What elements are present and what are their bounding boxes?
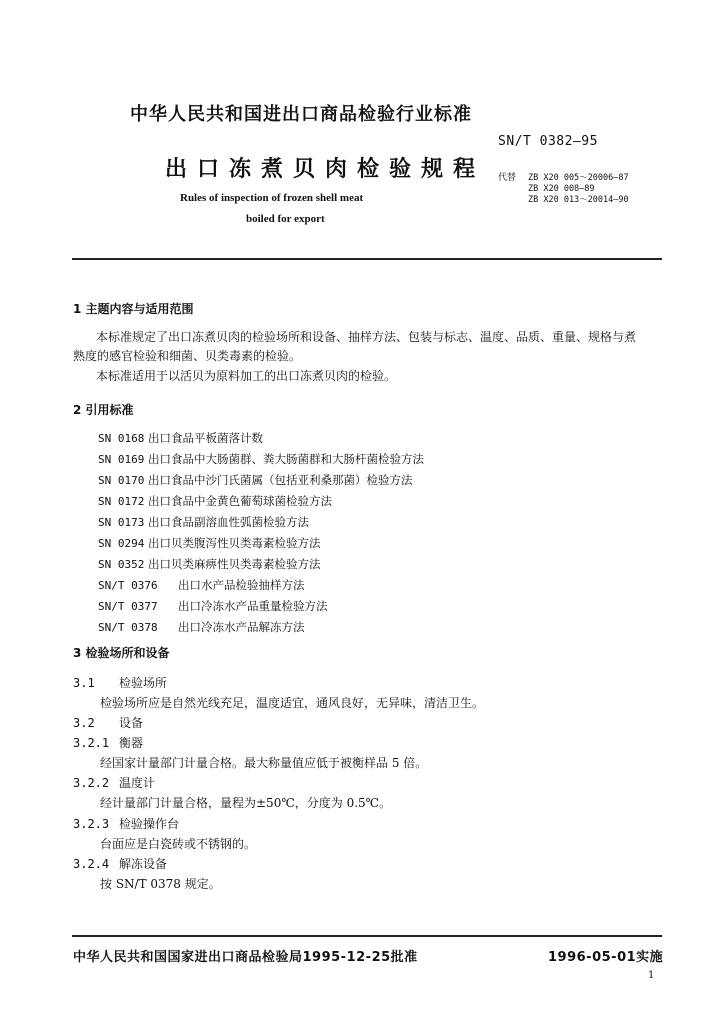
reference-code: SN/T 0376: [98, 579, 158, 592]
subsection-3-2-1-text: 经国家计量部门计量合格。最大称量值应低于被衡样品 5 倍。: [100, 756, 428, 770]
section-1-para1-line1: 本标准规定了出口冻煮贝肉的检验场所和设备、抽样方法、包装与标志、温度、品质、重量、规格与煮: [96, 330, 637, 344]
reference-title: 出口贝类腹泻性贝类毒素检验方法: [148, 536, 321, 550]
reference-title: 出口贝类麻痹性贝类毒素检验方法: [148, 557, 321, 571]
replaces-item: ZB X20 005～20006—87: [528, 173, 629, 183]
document-title-en-line1: Rules of inspection of frozen shell meat: [180, 192, 364, 204]
replaces-item: ZB X20 008—89: [528, 184, 595, 194]
subsection-title: 温度计: [119, 776, 156, 790]
subsection-3-2-2-text: 经计量部门计量合格，量程为±50℃，分度为 0.5℃。: [100, 796, 392, 810]
reference-code: SN 0173: [98, 516, 145, 529]
reference-title: 出口冷冻水产品重量检验方法: [178, 599, 328, 613]
reference-code: SN 0294: [98, 537, 145, 550]
section-2-heading: 2 引用标准: [73, 403, 134, 417]
subsection-3-2-3-text: 台面应是白瓷砖或不锈钢的。: [100, 837, 257, 851]
subsection-number: 3.2.4: [73, 857, 110, 871]
subsection-number: 3.1: [73, 676, 95, 690]
reference-title: 出口食品中金黄色葡萄球菌检验方法: [148, 494, 332, 508]
footer-divider: [72, 935, 662, 937]
reference-item: [98, 430, 263, 446]
reference-item: [98, 619, 305, 635]
subsection-3-1-text: 检验场所应是自然光线充足，温度适宜，通风良好，无异味，清洁卫生。: [100, 696, 485, 710]
implementation-date: 1996-05-01实施: [548, 950, 664, 965]
reference-code: SN 0170: [98, 474, 145, 487]
subsection-title: 解冻设备: [119, 857, 168, 871]
reference-title: 出口食品副溶血性弧菌检验方法: [148, 515, 309, 529]
reference-item: [98, 556, 321, 572]
replaces-block: [498, 173, 629, 206]
reference-title: 出口食品中大肠菌群、粪大肠菌群和大肠杆菌检验方法: [148, 452, 424, 466]
reference-item: [98, 577, 305, 593]
subsection-3-2: [73, 714, 143, 731]
subsection-number: 3.2: [73, 716, 95, 730]
reference-code: SN 0169: [98, 453, 145, 466]
subsection-3-2-3: [73, 815, 179, 832]
reference-code: SN 0168: [98, 432, 145, 445]
subsection-title: 检验操作台: [119, 817, 180, 831]
reference-title: 出口食品平板菌落计数: [148, 431, 263, 445]
document-title-en-line2: boiled for export: [246, 213, 325, 225]
reference-title: 出口食品中沙门氏菌属（包括亚利桑那菌）检验方法: [148, 473, 413, 487]
reference-item: [98, 535, 321, 551]
subsection-3-2-2: [73, 774, 155, 791]
header-title: 中华人民共和国进出口商品检验行业标准: [130, 104, 472, 125]
reference-code: SN 0172: [98, 495, 145, 508]
reference-item: [98, 493, 332, 509]
subsection-title: 检验场所: [119, 676, 168, 690]
subsection-3-1: [73, 674, 167, 691]
subsection-number: 3.2.3: [73, 817, 110, 831]
reference-title: 出口冷冻水产品解冻方法: [178, 620, 305, 634]
reference-item: [98, 472, 413, 488]
standard-number: SN/T 0382—95: [498, 134, 598, 149]
replaces-label: 代替: [498, 173, 517, 183]
document-title-cn: 出口冻煮贝肉检验规程: [165, 157, 486, 182]
section-1-para2: 本标准适用于以活贝为原料加工的出口冻煮贝肉的检验。: [96, 369, 397, 383]
reference-code: SN/T 0378: [98, 621, 158, 634]
reference-item: [98, 514, 309, 530]
replaces-item: ZB X20 013～20014—90: [528, 195, 629, 205]
subsection-3-2-4-text: 按 SN/T 0378 规定。: [100, 877, 221, 891]
approval-statement: 中华人民共和国国家进出口商品检验局1995-12-25批准: [73, 950, 418, 965]
reference-code: SN 0352: [98, 558, 145, 571]
header-divider: [72, 258, 662, 260]
subsection-number: 3.2.2: [73, 776, 110, 790]
page-number: 1: [648, 970, 655, 981]
subsection-number: 3.2.1: [73, 736, 110, 750]
reference-item: [98, 451, 424, 467]
section-1-heading: 1 主题内容与适用范围: [73, 302, 194, 316]
section-3-heading: 3 检验场所和设备: [73, 646, 170, 660]
subsection-3-2-1: [73, 734, 143, 751]
subsection-title: 设备: [119, 716, 144, 730]
reference-code: SN/T 0377: [98, 600, 158, 613]
subsection-3-2-4: [73, 855, 167, 872]
section-1-para1-line2: 熟度的感官检验和细菌、贝类毒素的检验。: [73, 349, 302, 363]
reference-item: [98, 598, 328, 614]
subsection-title: 衡器: [119, 736, 144, 750]
reference-title: 出口水产品检验抽样方法: [178, 578, 305, 592]
